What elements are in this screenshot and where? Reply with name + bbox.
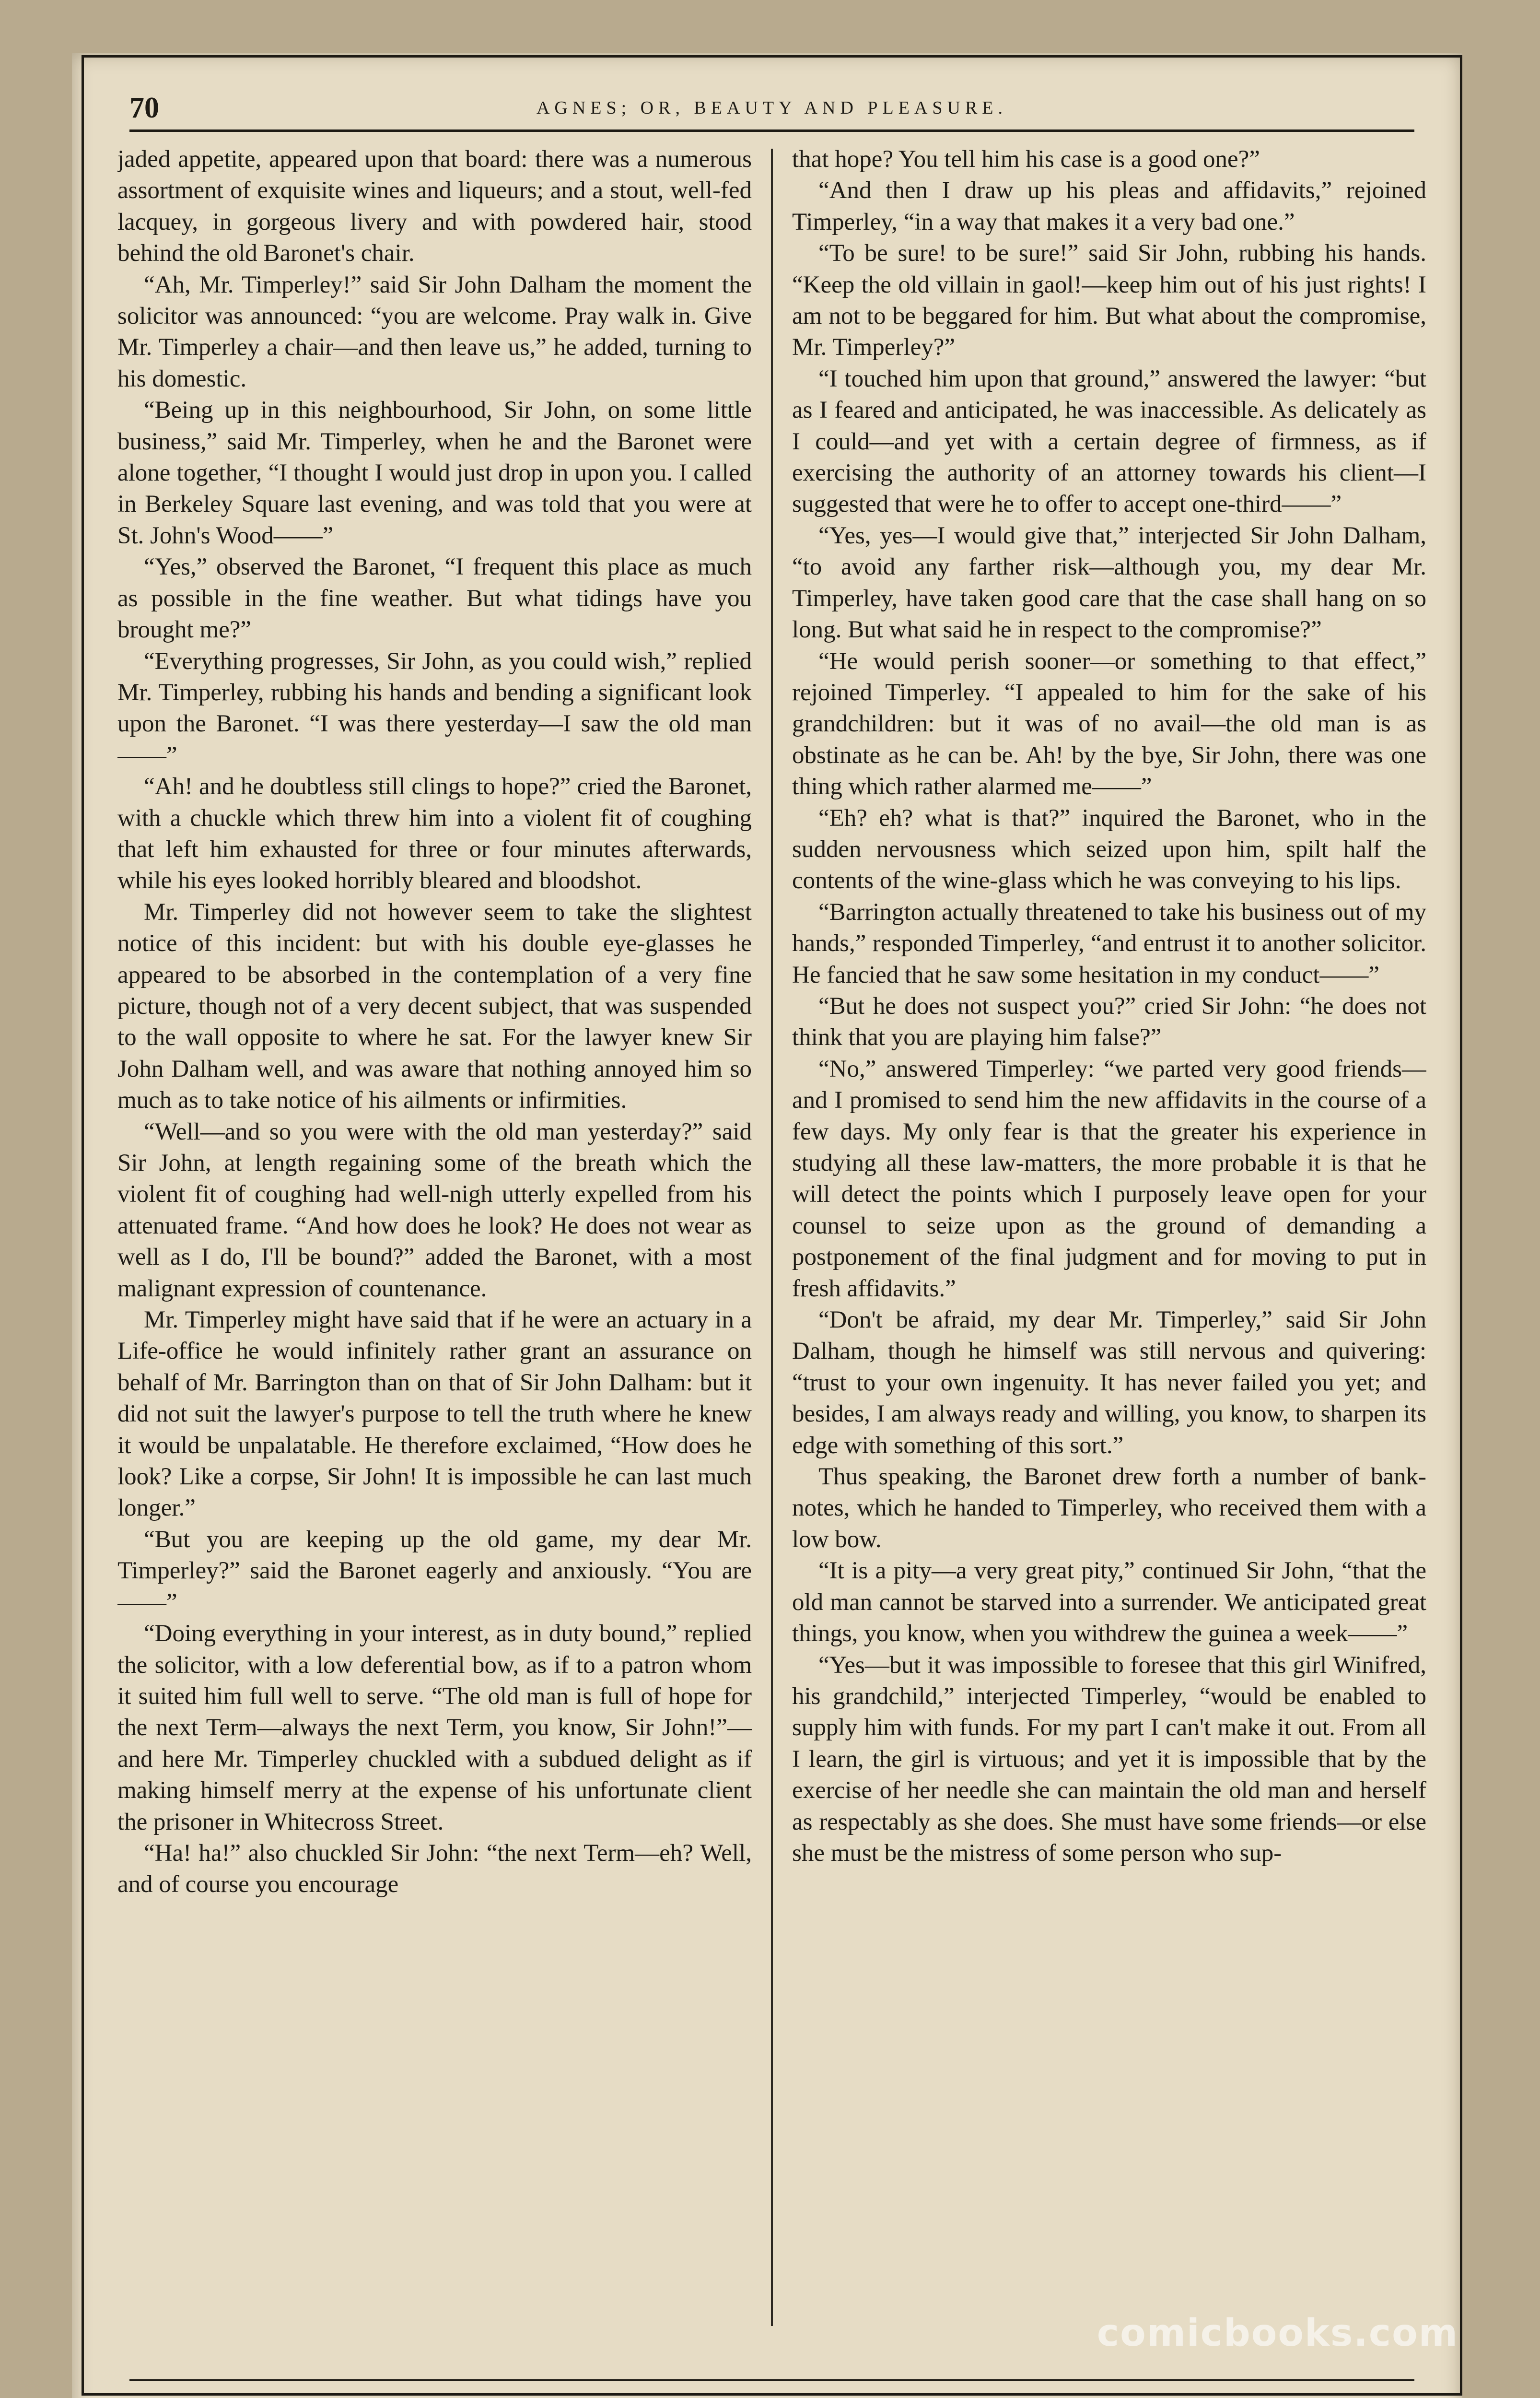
bottom-rule — [129, 2379, 1414, 2381]
paragraph: “Ha! ha!” also chuckled Sir John: “the next Term—eh? Well, and of course you encourage — [117, 1839, 752, 1898]
text-columns — [117, 144, 1426, 2364]
paragraph: “Doing everything in your interest, as in duty bound,” replied the solicitor, with a low deferential bow, as if to a patron whom it suited him full well to serve. “The old man is full of hope for the next Term—always the next Term, you know, Sir John!”—and here Mr. Timperley chuckled with a subdued delight as if making himself merry at the expense of his unfortunate client the prisoner in Whitecross Street. — [117, 1620, 752, 1835]
paragraph: “Yes, yes—I would give that,” interjected Sir John Dalham, “to avoid any farther risk—although you, my dear Mr. Timperley, have taken good care that the case shall hang on so long. But what said he in respect to the compromise?” — [792, 522, 1427, 644]
paragraph: “To be sure! to be sure!” said Sir John, rubbing his hands. “Keep the old villain in gaol!—keep him out of his just rights! I am not to be beggared for him. But what about the compromise, Mr. Timperley?” — [792, 240, 1427, 361]
paragraph: “But he does not suspect you?” cried Sir John: “he does not think that you are playing him false?” — [792, 992, 1427, 1051]
paragraph: “It is a pity—a very great pity,” continued Sir John, “that the old man cannot be starved into a surrender. We anticipated great things, you know, when you withdrew the guinea a week——” — [792, 1557, 1427, 1647]
page-number: 70 — [129, 91, 159, 124]
paragraph: “Eh? eh? what is that?” inquired the Baronet, who in the sudden nervousness which seized upon him, spilt half the contents of the wine-glass which he was conveying to his lips. — [792, 804, 1427, 894]
page-frame — [82, 55, 1462, 2396]
paragraph: “I touched him upon that ground,” answered the lawyer: “but as I feared and anticipated, he was inaccessible. As delicately as I could—and yet with a certain degree of firmness, as if exercising the authority of an attorney towards his client—I suggested that were he to offer to accept one-third——” — [792, 365, 1427, 518]
paragraph: “And then I draw up his pleas and affidavits,” rejoined Timperley, “in a way that makes it a very bad one.” — [792, 177, 1427, 235]
paragraph: “Ah, Mr. Timperley!” said Sir John Dalham the moment the solicitor was announced: “you are welcome. Pray walk in. Give Mr. Timperley a chair—and then leave us,” he added, turning to his domestic. — [117, 271, 752, 392]
right-column — [773, 144, 1426, 2364]
paragraph: “He would perish sooner—or something to that effect,” rejoined Timperley. “I appealed to him for the sake of his grandchildren: but it was of no avail—the old man is as obstinate as he can be. Ah! by the bye, Sir John, there was one thing which rather alarmed me——” — [792, 647, 1427, 800]
paragraph: “Being up in this neighbourhood, Sir John, on some little business,” said Mr. Timperley, when he and the Baronet were alone together, “I thought I would just drop in upon you. I called in Berkeley Square last evening, and was told that you were at St. John's Wood——” — [117, 397, 752, 549]
running-title: AGNES; OR, BEAUTY AND PLEASURE. — [536, 98, 1008, 118]
left-column — [117, 144, 771, 2364]
paragraph: “Ah! and he doubtless still clings to hope?” cried the Baronet, with a chuckle which threw him into a violent fit of coughing that left him exhausted for three or four minutes afterwards, while his eyes looked horribly bleared and bloodshot. — [117, 773, 752, 894]
running-head — [129, 86, 1414, 132]
paragraph: Mr. Timperley might have said that if he were an actuary in a Life-office he would infinitely rather grant an assurance on behalf of Mr. Barrington than on that of Sir John Dalham: but it did not suit the lawyer's purpose to tell the truth where he knew it would be unpalatable. He therefore exclaimed, “How does he look? Like a corpse, Sir John! It is impossible he can last much longer.” — [117, 1306, 752, 1522]
paragraph: “Yes,” observed the Baronet, “I frequent this place as much as possible in the fine weather. But what tidings have you brought me?” — [117, 553, 752, 644]
paragraph: “Well—and so you were with the old man yesterday?” said Sir John, at length regaining some of the breath which the violent fit of coughing had well-nigh utterly expelled from his attenuated frame. “And how does he look? He does not wear as well as I do, I'll be bound?” added the Baronet, with a most malignant expression of countenance. — [117, 1118, 752, 1302]
paragraph: “No,” answered Timperley: “we parted very good friends—and I promised to send him the new affidavits in the course of a few days. My only fear is that the greater his experience in studying all these law-matters, the more probable it is that he will detect the points which I purposely leave open for your counsel to seize upon as the ground of demanding a postponement of the final judgment and for moving to put in fresh affidavits.” — [792, 1055, 1427, 1302]
paragraph: “But you are keeping up the old game, my dear Mr. Timperley?” said the Baronet eagerly and anxiously. “You are——” — [117, 1526, 752, 1616]
paragraph: “Barrington actually threatened to take his business out of my hands,” responded Timperley, “and entrust it to another solicitor. He fancied that he saw some hesitation in my conduct——” — [792, 898, 1427, 988]
watermark: comicbooks.com — [1097, 2312, 1458, 2355]
paragraph: Thus speaking, the Baronet drew forth a number of bank-notes, which he handed to Timperley, who received them with a low bow. — [792, 1463, 1427, 1553]
paragraph: “Yes—but it was impossible to foresee that this girl Winifred, his grandchild,” interjected Timperley, “would be enabled to supply him with funds. For my part I can't make it out. From all I learn, the girl is virtuous; and yet it is impossible that by the exercise of her needle she can maintain the old man and herself as respectably as she does. She must have some friends—or else she must be the mistress of some person who sup- — [792, 1651, 1427, 1867]
paragraph: “Don't be afraid, my dear Mr. Timperley,” said Sir John Dalham, though he himself was still nervous and quivering: “trust to your own ingenuity. It has never failed you yet; and besides, I am always ready and willing, you know, to sharpen its edge with something of this sort.” — [792, 1306, 1427, 1459]
paragraph: “Everything progresses, Sir John, as you could wish,” replied Mr. Timperley, rubbing his hands and bending a significant look upon the Baronet. “I was there yesterday—I saw the old man——” — [117, 647, 752, 769]
paragraph: Mr. Timperley did not however seem to take the slightest notice of this incident: but with his double eye-glasses he appeared to be absorbed in the contemplation of a very fine picture, though not of a very decent subject, that was suspended to the wall opposite to where he sat. For the lawyer knew Sir John Dalham well, and was aware that nothing annoyed him so much as to take notice of his ailments or infirmities. — [117, 898, 752, 1114]
paragraph: that hope? You tell him his case is a good one?” — [792, 146, 1260, 173]
paragraph: jaded appetite, appeared upon that board: there was a numerous assortment of exquisite wines and liqueurs; and a stout, well-fed lacquey, in gorgeous livery and with powdered hair, stood behind the old Baronet's chair. — [117, 146, 752, 267]
